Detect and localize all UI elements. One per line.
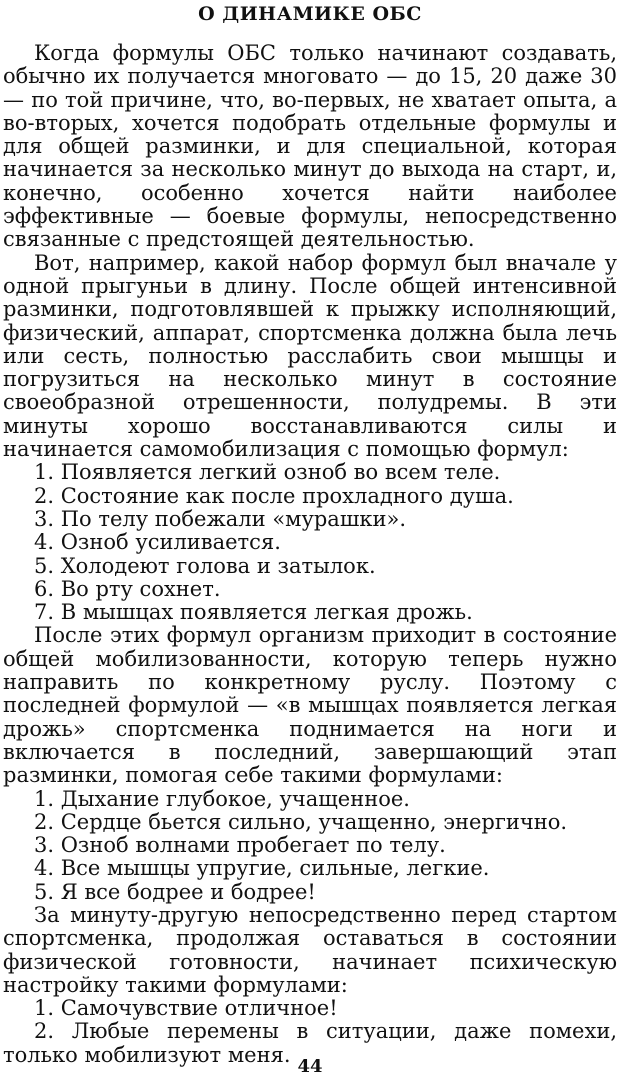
list-item: 3. По телу побежали «мурашки». <box>34 506 406 531</box>
paragraph-mobilization: После этих формул организм приходит в состояние общей мобилизованности, которую теперь нужно направить по конкретному руслу. Поэтому с последней формулой — «в мышцах появляется легкая дрожь» спортсменка поднимается на ноги и включается в последний, завершающий этап разминки, помогая себе такими формулами: <box>3 623 617 788</box>
list-item: 7. В мышцах появляется легкая дрожь. <box>34 600 473 625</box>
list-item: 4. Все мышцы упругие, сильные, легкие. <box>34 856 490 881</box>
page-title: О ДИНАМИКЕ ОБС <box>198 3 422 25</box>
list-item: 1. Появляется легкий озноб во всем теле. <box>34 460 501 485</box>
page-number: 44 <box>297 1056 323 1077</box>
relaxation-formula-list <box>3 461 617 624</box>
paragraph-formula-count: Когда формулы ОБС только начинают создавать, обычно их получается многовато — до 15, 20 даже 30 — по той причине, что, во-первых, не хватает опыта, а во-вторых, хочется подобрать отдельные формулы и для общей разминки, и для специальной, которая начинается за несколько минут до выхода на старт, и, конечно, особенно хочется найти наиболее эффективные — боевые формулы, непосредственно связанные с предстоящей деятельностью. <box>3 41 617 252</box>
warmup-formula-list <box>3 788 617 904</box>
list-item: 1. Самочувствие отличное! <box>34 996 338 1021</box>
list-item: 5. Я все бодрее и бодрее! <box>34 879 316 904</box>
list-item: 6. Во рту сохнет. <box>34 576 221 601</box>
list-item: 3. Озноб волнами пробегает по телу. <box>34 833 446 858</box>
list-item: 5. Холодеют голова и затылок. <box>34 553 376 578</box>
list-item: 2. Любые перемены в ситуации, даже помехи, только мобилизуют меня. <box>3 1019 617 1067</box>
page-body <box>3 42 617 1067</box>
list-item: 2. Сердце бьется сильно, учащенно, энергично. <box>34 809 568 834</box>
list-item: 2. Состояние как после прохладного душа. <box>34 483 514 508</box>
list-item: 4. Озноб усиливается. <box>34 530 281 555</box>
paragraph-pre-start: За минуту-другую непосредственно перед стартом спортсменка, продолжая оставаться в состоянии физической готовности, начинает психическую настройку такими формулами: <box>3 902 617 997</box>
list-item: 1. Дыхание глубокое, учащенное. <box>34 786 410 811</box>
paragraph-long-jumper-example: Вот, например, какой набор формул был вначале у одной прыгуньи в длину. После общей интенсивной разминки, подготовлявшей к прыжку исполняющий, физический, аппарат, спортсменка должна была лечь или сесть, полностью расслабить свои мышцы и погрузиться на несколько минут в состояние своеобразной отрешенности, полудремы. В эти минуты хорошо восстанавливаются силы и начинается самомобилизация с помощью формул: <box>3 250 617 462</box>
